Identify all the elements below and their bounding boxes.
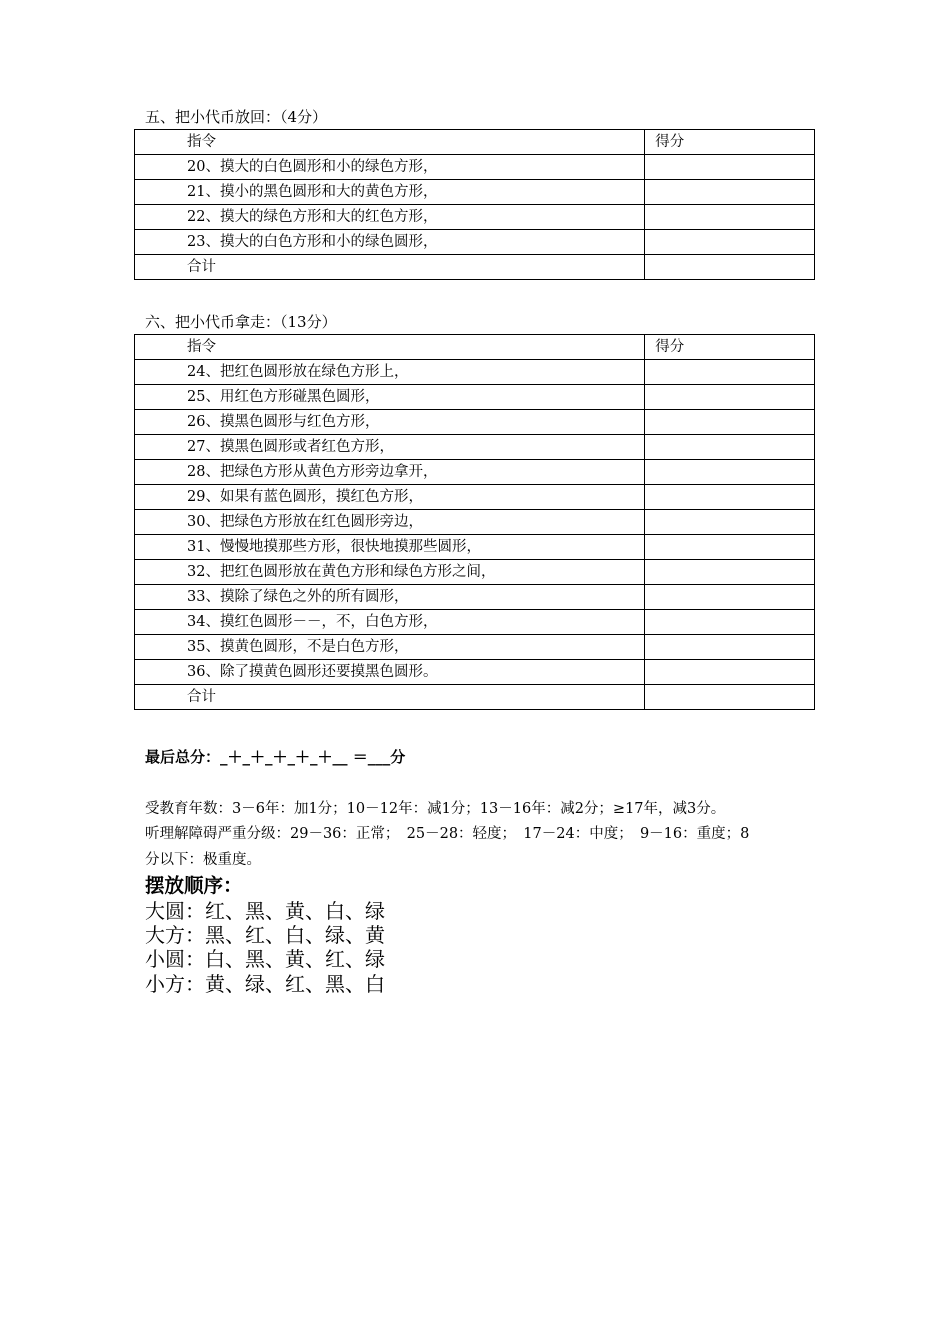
total-label: 合计 xyxy=(135,685,645,710)
score-cell[interactable] xyxy=(645,435,815,460)
placement-order-line: 小圆：白、黑、黄、红、绿 xyxy=(145,947,385,971)
score-cell[interactable] xyxy=(645,205,815,230)
section6-table xyxy=(134,334,815,710)
score-cell[interactable] xyxy=(645,535,815,560)
instruction-cell: 20、摸大的白色圆形和小的绿色方形， xyxy=(135,155,645,180)
table-row xyxy=(135,180,815,205)
score-header: 得分 xyxy=(645,130,815,155)
table-row xyxy=(135,485,815,510)
table-row xyxy=(135,205,815,230)
table-row xyxy=(135,460,815,485)
instruction-cell: 23、摸大的白色方形和小的绿色圆形， xyxy=(135,230,645,255)
score-cell[interactable] xyxy=(645,180,815,205)
table-header-row xyxy=(135,130,815,155)
score-cell[interactable] xyxy=(645,385,815,410)
table-row xyxy=(135,410,815,435)
table-row xyxy=(135,560,815,585)
table-row xyxy=(135,510,815,535)
instruction-cell: 25、用红色方形碰黑色圆形， xyxy=(135,385,645,410)
score-header: 得分 xyxy=(645,335,815,360)
score-cell[interactable] xyxy=(645,460,815,485)
section6-title: 六、把小代币拿走：（13分） xyxy=(145,313,337,331)
placement-order-line: 大方：黑、红、白、绿、黄 xyxy=(145,923,385,947)
table-row xyxy=(135,635,815,660)
instruction-cell: 33、摸除了绿色之外的所有圆形， xyxy=(135,585,645,610)
instruction-cell: 31、慢慢地摸那些方形，很快地摸那些圆形， xyxy=(135,535,645,560)
instruction-header: 指令 xyxy=(135,130,645,155)
section5-table xyxy=(134,129,815,280)
score-cell[interactable] xyxy=(645,360,815,385)
final-score-line: 最后总分：_＋_＋_＋_＋_＋__ ＝___分 xyxy=(145,748,406,766)
instruction-cell: 28、把绿色方形从黄色方形旁边拿开， xyxy=(135,460,645,485)
instruction-cell: 22、摸大的绿色方形和大的红色方形， xyxy=(135,205,645,230)
table-row xyxy=(135,385,815,410)
score-cell[interactable] xyxy=(645,610,815,635)
placement-order-line: 小方：黄、绿、红、黑、白 xyxy=(145,972,385,996)
instruction-cell: 27、摸黑色圆形或者红色方形， xyxy=(135,435,645,460)
table-row xyxy=(135,435,815,460)
severity-grading-note-cont: 分以下：极重度。 xyxy=(145,852,261,868)
total-row xyxy=(135,255,815,280)
score-cell[interactable] xyxy=(645,585,815,610)
total-score-cell[interactable] xyxy=(645,255,815,280)
instruction-cell: 21、摸小的黑色圆形和大的黄色方形， xyxy=(135,180,645,205)
score-cell[interactable] xyxy=(645,560,815,585)
table-row xyxy=(135,230,815,255)
table-row xyxy=(135,535,815,560)
total-score-cell[interactable] xyxy=(645,685,815,710)
table-row xyxy=(135,660,815,685)
table-header-row xyxy=(135,335,815,360)
instruction-cell: 29、如果有蓝色圆形，摸红色方形， xyxy=(135,485,645,510)
score-cell[interactable] xyxy=(645,660,815,685)
score-cell[interactable] xyxy=(645,485,815,510)
education-adjustment-note: 受教育年数：3－6年：加1分；10－12年：减1分；13－16年：减2分；≥17年，减3分。 xyxy=(145,801,726,817)
total-row xyxy=(135,685,815,710)
severity-grading-note: 听理解障碍严重分级：29－36：正常； 25－28：轻度； 17－24：中度； 9－16：重度；8 xyxy=(145,826,750,842)
score-cell[interactable] xyxy=(645,635,815,660)
table-row xyxy=(135,155,815,180)
instruction-header: 指令 xyxy=(135,335,645,360)
instruction-cell: 24、把红色圆形放在绿色方形上， xyxy=(135,360,645,385)
table-row xyxy=(135,360,815,385)
table-row xyxy=(135,610,815,635)
placement-order-title: 摆放顺序： xyxy=(145,874,243,897)
instruction-cell: 34、摸红色圆形－－，不，白色方形， xyxy=(135,610,645,635)
score-cell[interactable] xyxy=(645,410,815,435)
table-row xyxy=(135,585,815,610)
instruction-cell: 26、摸黑色圆形与红色方形， xyxy=(135,410,645,435)
total-label: 合计 xyxy=(135,255,645,280)
placement-order-line: 大圆：红、黑、黄、白、绿 xyxy=(145,899,385,923)
instruction-cell: 30、把绿色方形放在红色圆形旁边， xyxy=(135,510,645,535)
score-cell[interactable] xyxy=(645,510,815,535)
section5-title: 五、把小代币放回：（4分） xyxy=(145,108,328,126)
score-cell[interactable] xyxy=(645,230,815,255)
instruction-cell: 32、把红色圆形放在黄色方形和绿色方形之间， xyxy=(135,560,645,585)
instruction-cell: 36、除了摸黄色圆形还要摸黑色圆形。 xyxy=(135,660,645,685)
score-cell[interactable] xyxy=(645,155,815,180)
instruction-cell: 35、摸黄色圆形，不是白色方形， xyxy=(135,635,645,660)
